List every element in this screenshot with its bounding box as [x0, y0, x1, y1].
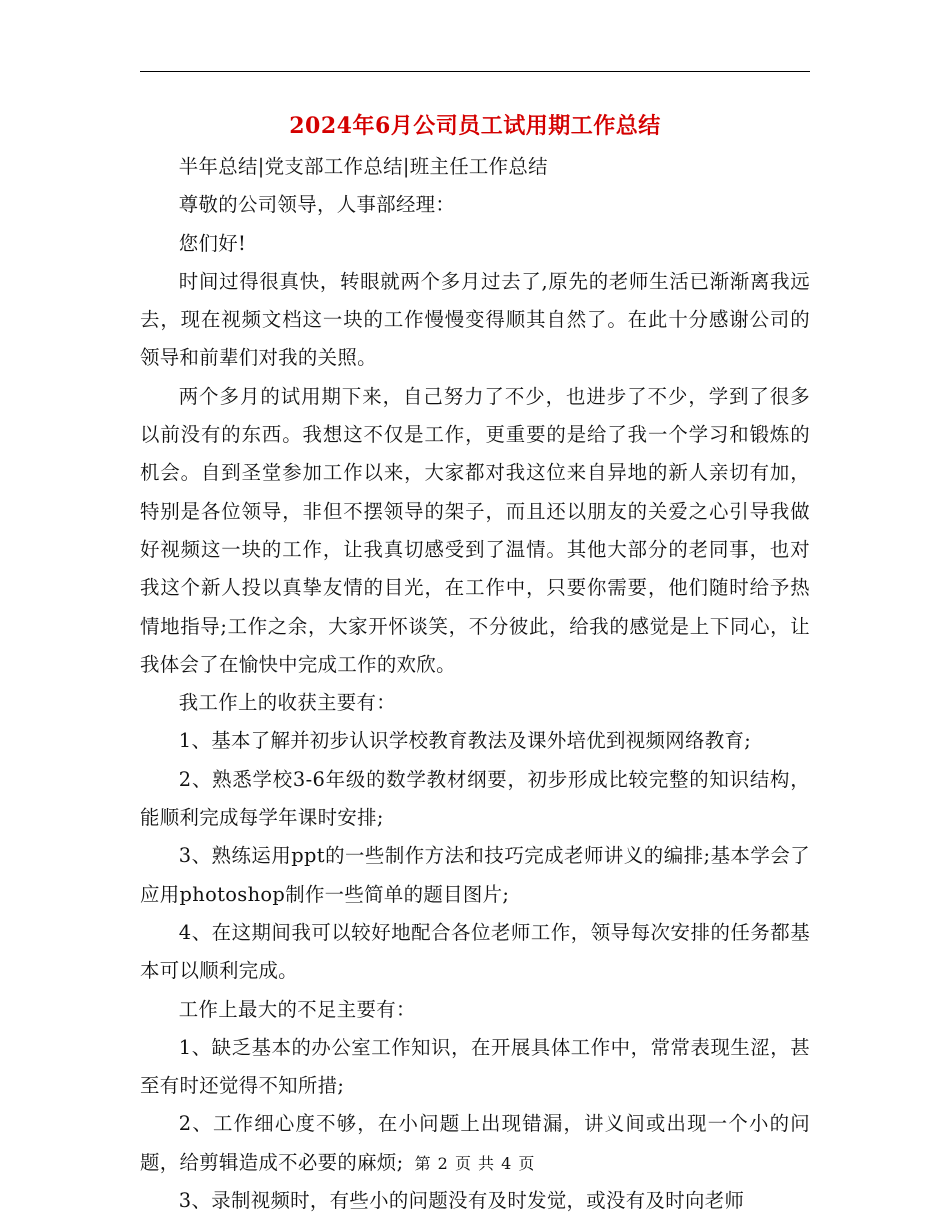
paragraph: 3、录制视频时，有些小的问题没有及时发觉，或没有及时向老师 — [178, 1189, 745, 1213]
paragraph: 时间过得很真快，转眼就两个多月过去了,原先的老师生活已渐渐离我远去，现在视频文档这一块的工作慢慢变得顺其自然了。在此十分感谢公司的领导和前辈们对我的关照。 — [140, 269, 810, 370]
paragraph: 3、熟练运用ppt的一些制作方法和技巧完成老师讲义的编排;基本学会了应用photoshop制作一些简单的题目图片; — [140, 844, 810, 906]
paragraph: 2、工作细心度不够，在小问题上出现错漏，讲义间或出现一个小的问题，给剪辑造成不必要的麻烦; — [140, 1112, 810, 1174]
paragraph: 工作上最大的不足主要有： — [178, 997, 416, 1021]
document-body — [140, 148, 810, 1220]
paragraph: 您们好! — [178, 231, 247, 255]
document-title: 2024年6月公司员工试用期工作总结 — [289, 113, 661, 139]
paragraph: 1、基本了解并初步认识学校教育教法及课外培优到视频网络教育; — [178, 729, 752, 753]
header-rule — [140, 71, 810, 72]
paragraph: 两个多月的试用期下来，自己努力了不少，也进步了不少，学到了很多以前没有的东西。我想这不仅是工作，更重要的是给了我一个学习和锻炼的机会。自到圣堂参加工作以来，大家都对我这位来自异地的新人亲切有加，特别是各位领导，非但不摆领导的架子，而且还以朋友的关爱之心引导我做好视频这一块的工作，让我真切感受到了温情。其他大部分的老同事，也对我这个新人投以真挚友情的目光，在工作中，只要你需要，他们随时给予热情地指导;工作之余，大家开怀谈笑，不分彼此，给我的感觉是上下同心，让我体会了在愉快中完成工作的欢欣。 — [140, 384, 810, 676]
paragraph: 1、缺乏基本的办公室工作知识，在开展具体工作中，常常表现生涩，甚至有时还觉得不知所措; — [140, 1035, 810, 1098]
page-footer: 第 2 页 共 4 页 — [414, 1154, 536, 1173]
paragraph: 尊敬的公司领导，人事部经理： — [178, 193, 456, 217]
paragraph: 4、在这期间我可以较好地配合各位老师工作，领导每次安排的任务都基本可以顺利完成。 — [140, 920, 810, 983]
paragraph: 半年总结|党支部工作总结|班主任工作总结 — [178, 155, 548, 178]
paragraph: 我工作上的收获主要有： — [178, 691, 396, 715]
paragraph: 2、熟悉学校3-6年级的数学教材纲要，初步形成比较完整的知识结构，能顺利完成每学年课时安排; — [140, 767, 810, 830]
